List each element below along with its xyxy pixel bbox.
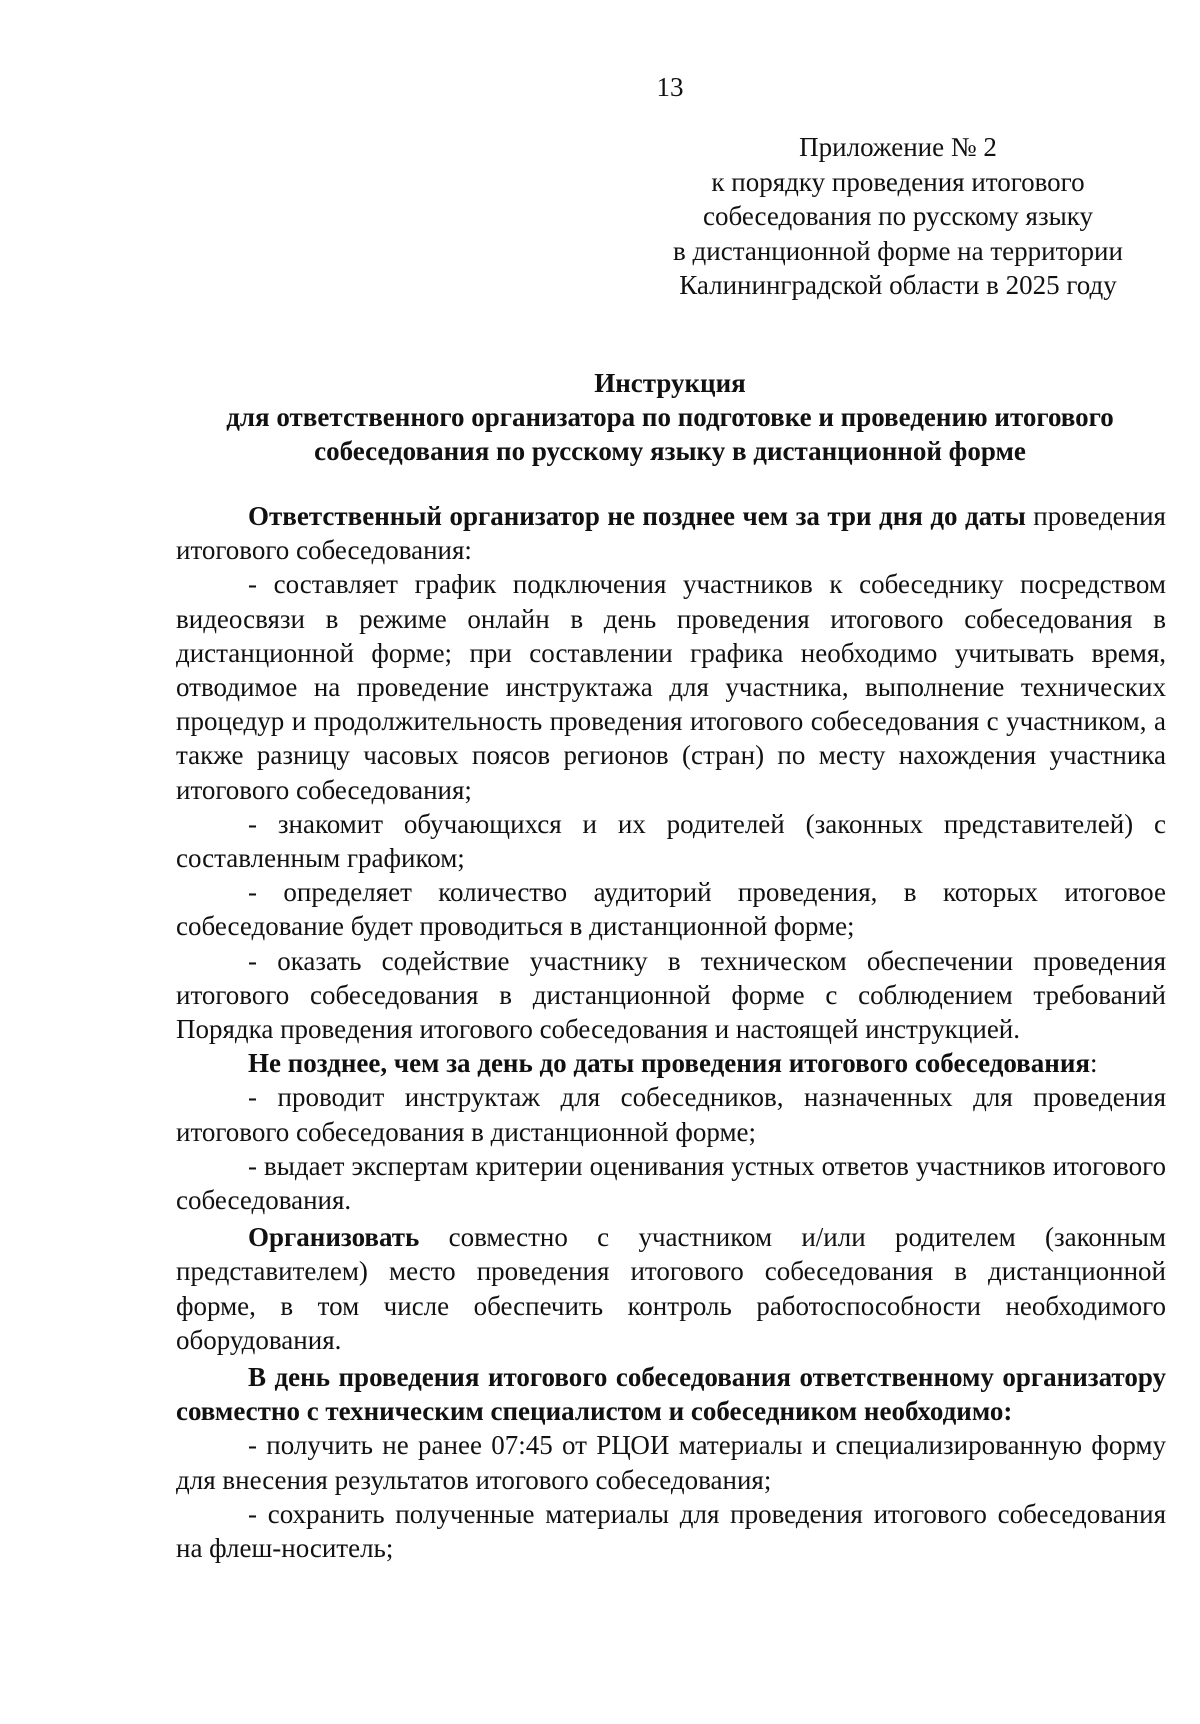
paragraph [176,567,1166,806]
paragraph-text: - проводит инструктаж для собеседников, назначенных для проведения итогового собеседования в дистанционной форме; [176,1082,1166,1147]
paragraph [176,1149,1166,1217]
title-line: для ответственного организатора по подготовке и проведению итогового [226,402,1114,432]
paragraph-bold: Не позднее, чем за день до даты проведения итогового собеседования [248,1048,1090,1079]
document-body [176,499,1166,1565]
paragraph [176,807,1166,875]
paragraph-text: - сохранить полученные материалы для проведения итогового собеседования на флеш-носитель; [176,1498,1166,1564]
paragraph [176,1046,1166,1080]
paragraph [176,1497,1166,1565]
title-line: собеседования по русскому языку в дистанционной форме [314,436,1026,466]
paragraph [176,499,1166,567]
annex-line: собеседования по русскому языку [703,201,1093,231]
paragraph-text: - знакомит обучающихся и их родителей (законных представителей) с составленным графиком; [176,808,1166,874]
paragraph-bold: Организовать [248,1222,420,1253]
paragraph-text: - получить не ранее 07:45 от РЦОИ материалы и специализированную форму для внесения результатов итогового собеседования; [176,1430,1166,1495]
paragraph-bold: Ответственный организатор не позднее чем за три дня до даты [248,501,1026,531]
paragraph [176,1360,1166,1428]
paragraph-text: совместно с участником и/или родителем (законным представителем) место проведения итогового собеседования в дистанционной форме, в том числе обеспечить контроль работоспособности необходимого оборудования. [176,1222,1166,1355]
paragraph-text: - составляет график подключения участников к собеседнику посредством видеосвязи в режиме онлайн в день проведения итогового собеседования в дистанционной форме; при составлении графика необходимо учитывать время, отводимое на проведение инструктажа для участника, выполнение технических процедур и продолжительность проведения итогового собеседования с участником, а также разницу часовых поясов регионов (стран) по месту нахождения участника итогового собеседования; [176,569,1166,805]
paragraph [176,1428,1166,1496]
paragraph [176,875,1166,943]
paragraph [176,1080,1166,1148]
paragraph-text: проведения итогового собеседования: [176,501,1166,566]
paragraph [176,1220,1166,1357]
annex-header [638,130,1158,303]
annex-line: к порядку проведения итогового [711,166,1085,197]
annex-line: Калининградской области в 2025 году [679,270,1117,300]
paragraph-text: - выдает экспертам критерии оценивания устных ответов участников итогового собеседования. [176,1150,1166,1216]
annex-line: в дистанционной форме на территории [673,235,1123,266]
paragraph-bold: В день проведения итогового собеседования ответственному организатору совместно с техническим специалистом и собеседником необходимо: [176,1362,1166,1427]
page-number: 13 [656,72,684,102]
paragraph-text: - оказать содействие участнику в техническом обеспечении проведения итогового собеседования в дистанционной форме с соблюдением требований Порядка проведения итогового собеседования и настоящей инструкцией. [176,945,1166,1045]
paragraph [176,944,1166,1047]
paragraph-text: - определяет количество аудиторий проведения, в которых итоговое собеседование будет проводиться в дистанционной форме; [176,877,1166,942]
paragraph-text: : [1089,1048,1098,1079]
title-heading: Инструкция [594,368,746,398]
document-title [170,366,1170,468]
annex-line: Приложение № 2 [799,132,997,162]
